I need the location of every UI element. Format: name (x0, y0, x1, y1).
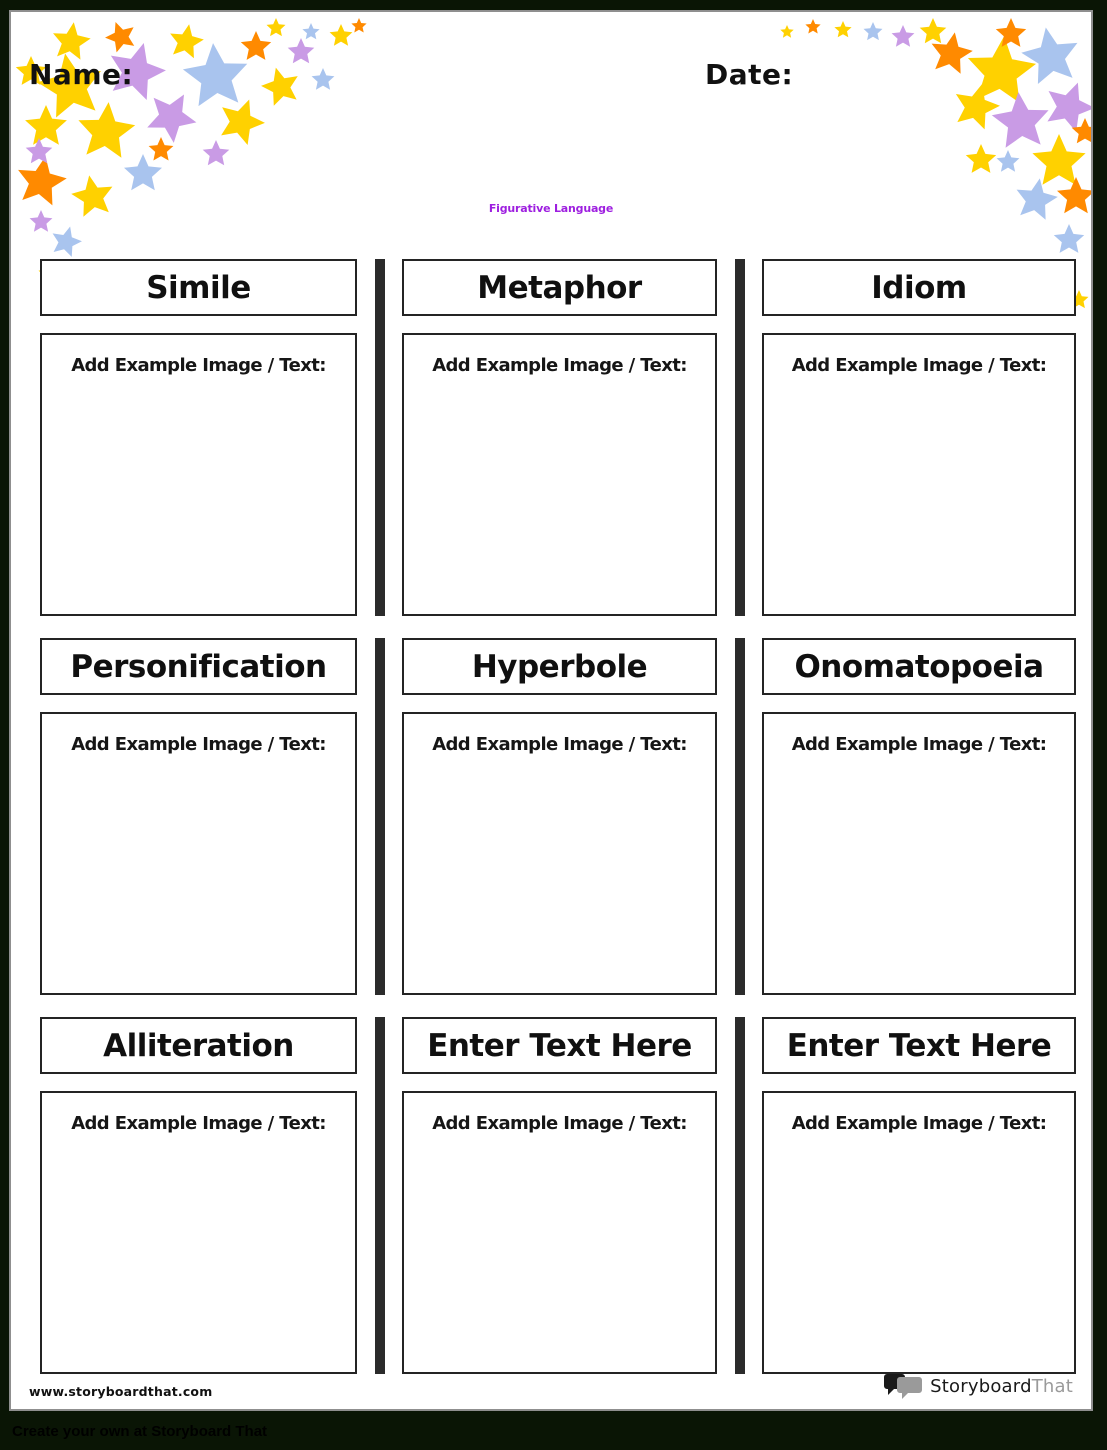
example-label: Add Example Image / Text: (791, 355, 1047, 376)
logo-text-that: That (1031, 1375, 1073, 1397)
cell-title: Enter Text Here (786, 1027, 1052, 1064)
cell-simile (40, 259, 357, 616)
cell-title-box[interactable] (762, 259, 1076, 316)
example-label: Add Example Image / Text: (432, 734, 687, 755)
grid-row-1 (40, 259, 1076, 616)
name-label: Name: (29, 58, 134, 91)
grid-row-2 (40, 638, 1076, 995)
example-label: Add Example Image / Text: (71, 734, 326, 755)
worksheet-grid (40, 259, 1076, 1374)
logo-text-storyboard: Storyboard (930, 1375, 1032, 1397)
cell-title-box[interactable] (762, 638, 1076, 695)
example-label: Add Example Image / Text: (71, 355, 326, 376)
cell-example-box[interactable] (402, 333, 717, 616)
example-label: Add Example Image / Text: (791, 1113, 1047, 1134)
date-label: Date: (705, 58, 794, 91)
example-label: Add Example Image / Text: (791, 734, 1047, 755)
cell-title: Personification (70, 648, 327, 685)
cell-title-box[interactable] (40, 638, 357, 695)
example-label: Add Example Image / Text: (432, 355, 687, 376)
cell-metaphor (402, 259, 717, 616)
cell-title-box[interactable] (40, 1017, 357, 1074)
example-label: Add Example Image / Text: (71, 1113, 326, 1134)
column-divider (735, 259, 745, 616)
cell-example-box[interactable] (762, 333, 1076, 616)
cell-example-box[interactable] (402, 712, 717, 995)
cell-example-box[interactable] (40, 712, 357, 995)
column-divider (375, 1017, 385, 1374)
cell-example-box[interactable] (40, 333, 357, 616)
worksheet-page (9, 10, 1093, 1411)
footer-url: www.storyboardthat.com (29, 1384, 213, 1399)
speech-bubbles-icon (884, 1372, 924, 1400)
cell-title-box[interactable] (402, 259, 717, 316)
bottom-bar-text: Create your own at Storyboard That (12, 1423, 268, 1440)
cell-title-box[interactable] (402, 638, 717, 695)
grid-row-3 (40, 1017, 1076, 1374)
cell-personification (40, 638, 357, 995)
example-label: Add Example Image / Text: (432, 1113, 687, 1134)
logo-text (930, 1376, 1073, 1397)
cell-hyperbole (402, 638, 717, 995)
cell-example-box[interactable] (402, 1091, 717, 1374)
cell-title-box[interactable] (402, 1017, 717, 1074)
cell-title: Enter Text Here (427, 1027, 692, 1064)
cell-title: Simile (146, 269, 251, 306)
cell-custom-1 (402, 1017, 717, 1374)
cell-example-box[interactable] (40, 1091, 357, 1374)
cell-title: Idiom (871, 269, 967, 306)
cell-custom-2 (762, 1017, 1076, 1374)
storyboardthat-logo (884, 1372, 1073, 1400)
column-divider (735, 638, 745, 995)
cell-title-box[interactable] (762, 1017, 1076, 1074)
cell-title-box[interactable] (40, 259, 357, 316)
cell-onomatopoeia (762, 638, 1076, 995)
worksheet-title: Figurative Language (488, 202, 614, 215)
cell-example-box[interactable] (762, 1091, 1076, 1374)
cell-example-box[interactable] (762, 712, 1076, 995)
column-divider (375, 259, 385, 616)
cell-title: Onomatopoeia (794, 648, 1044, 685)
cell-title: Metaphor (477, 269, 642, 306)
cell-alliteration (40, 1017, 357, 1374)
column-divider (735, 1017, 745, 1374)
cell-title: Hyperbole (471, 648, 648, 685)
column-divider (375, 638, 385, 995)
bottom-bar (0, 1413, 1107, 1450)
cell-title: Alliteration (103, 1027, 294, 1064)
cell-idiom (762, 259, 1076, 616)
